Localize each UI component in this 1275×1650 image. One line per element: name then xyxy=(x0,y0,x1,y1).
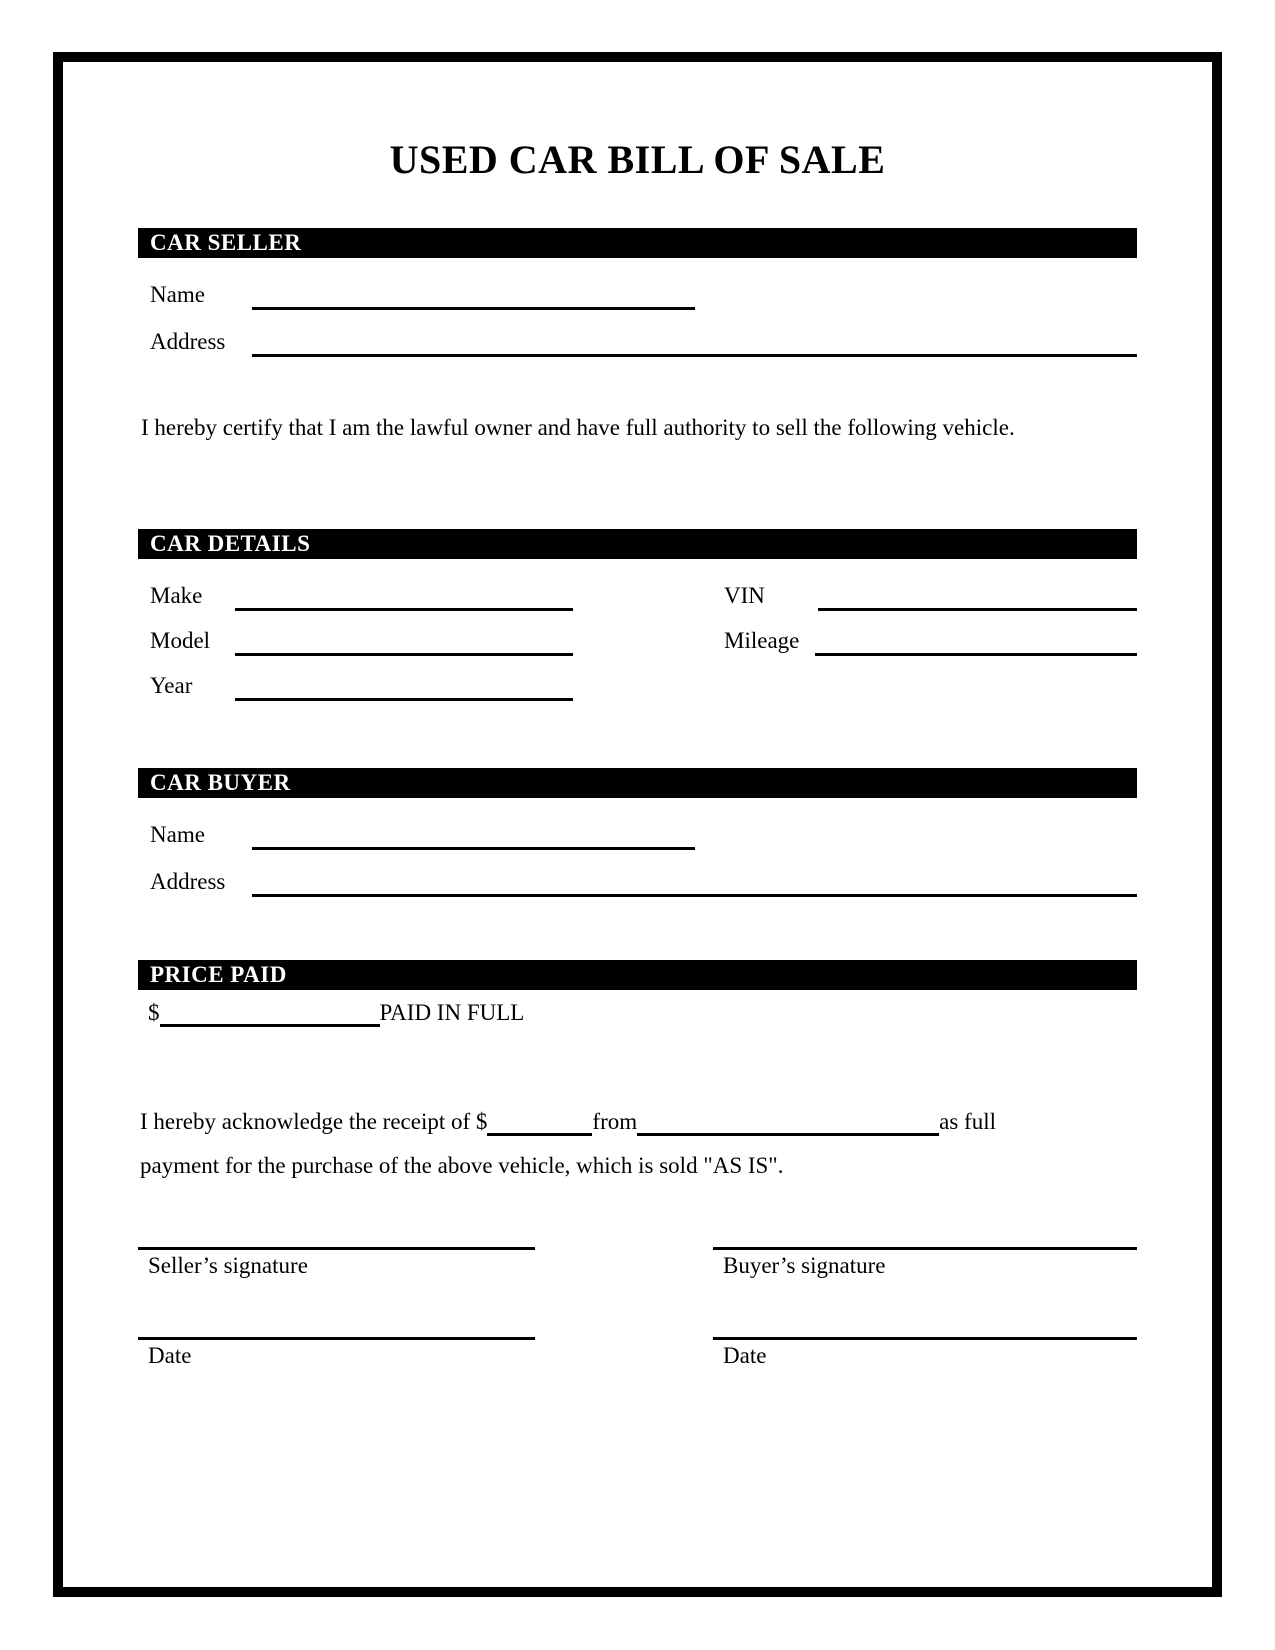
seller-certify-text: I hereby certify that I am the lawful owner and have full authority to sell the following vehicle. xyxy=(141,415,1015,440)
buyer-signature-field[interactable] xyxy=(713,1221,1137,1250)
acknowledge-line-1 xyxy=(140,1107,996,1136)
vin-field[interactable] xyxy=(818,582,1137,611)
acknowledge-text-part2: from xyxy=(592,1109,638,1134)
make-field[interactable] xyxy=(235,582,573,611)
year-label: Year xyxy=(150,673,193,698)
mileage-label: Mileage xyxy=(724,628,800,653)
model-field[interactable] xyxy=(235,627,573,656)
seller-address-label: Address xyxy=(150,329,226,354)
year-field[interactable] xyxy=(235,672,573,701)
section-header-car-details: CAR DETAILS xyxy=(138,529,1137,559)
acknowledge-text-part1: I hereby acknowledge the receipt of $ xyxy=(140,1109,488,1134)
buyer-date-label: Date xyxy=(723,1343,767,1368)
seller-signature-label: Seller’s signature xyxy=(148,1253,308,1278)
buyer-address-label: Address xyxy=(150,869,226,894)
mileage-field[interactable] xyxy=(815,627,1137,656)
make-label: Make xyxy=(150,583,203,608)
seller-date-label: Date xyxy=(148,1343,192,1368)
section-header-price-paid: PRICE PAID xyxy=(138,960,1137,990)
acknowledge-text-part3: as full xyxy=(939,1109,996,1134)
price-paid-row xyxy=(148,998,524,1027)
seller-date-field[interactable] xyxy=(138,1311,535,1340)
seller-signature-field[interactable] xyxy=(138,1221,535,1250)
paid-in-full-label: PAID IN FULL xyxy=(379,1000,525,1025)
section-header-car-buyer: CAR BUYER xyxy=(138,768,1137,798)
document-title: USED CAR BILL OF SALE xyxy=(389,137,886,182)
buyer-name-label: Name xyxy=(150,822,205,847)
seller-name-label: Name xyxy=(150,282,205,307)
buyer-signature-label: Buyer’s signature xyxy=(723,1253,886,1278)
buyer-date-field[interactable] xyxy=(713,1311,1137,1340)
vin-label: VIN xyxy=(724,583,765,608)
receipt-amount-field[interactable] xyxy=(487,1107,592,1136)
seller-address-field[interactable] xyxy=(252,328,1137,357)
buyer-address-field[interactable] xyxy=(252,868,1137,897)
buyer-name-field[interactable] xyxy=(252,821,695,850)
seller-name-field[interactable] xyxy=(252,281,695,310)
currency-symbol: $ xyxy=(148,1000,160,1025)
model-label: Model xyxy=(150,628,211,653)
acknowledge-line-2: payment for the purchase of the above vehicle, which is sold "AS IS". xyxy=(140,1153,784,1178)
payer-name-field[interactable] xyxy=(637,1107,939,1136)
section-header-car-seller: CAR SELLER xyxy=(138,228,1137,258)
price-amount-field[interactable] xyxy=(160,998,380,1027)
